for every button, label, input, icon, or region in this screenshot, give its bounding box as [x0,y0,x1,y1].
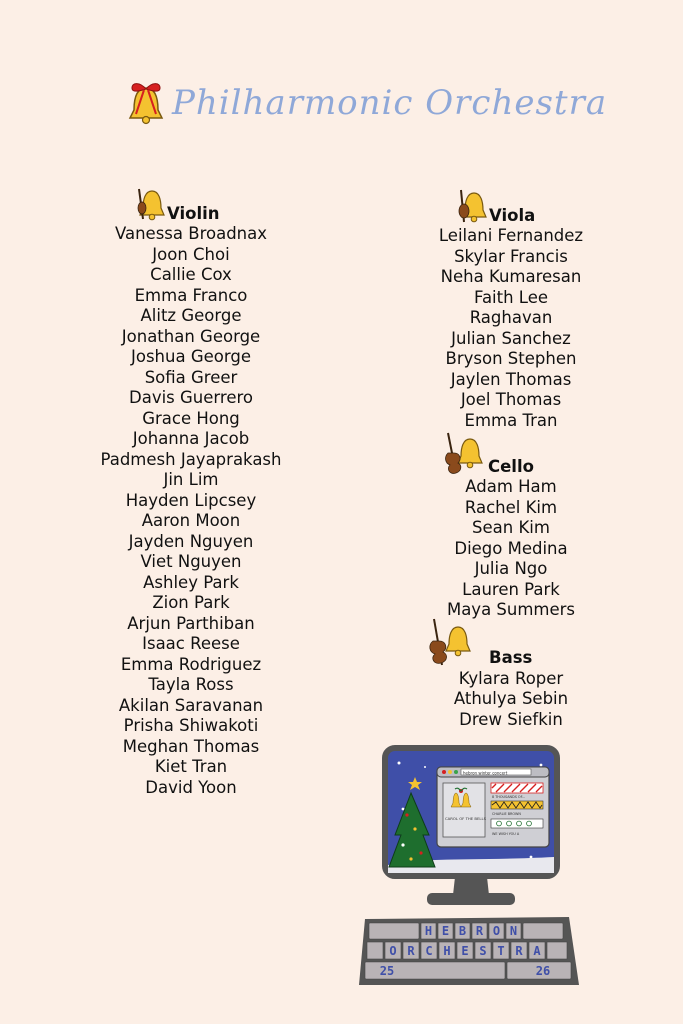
list-item: Alitz George [140,306,242,325]
list-item: Faith Lee [473,287,549,307]
list-item: Joon Choi [152,244,230,264]
bell-with-cello-icon [442,431,484,475]
viola-heading: Viola [489,205,536,225]
list-item: Vanessa Broadnax [114,224,268,243]
list-item: Emma Franco [134,285,248,305]
list-item: Neha Kumaresan [440,267,582,286]
list-item: Diego Medina [454,538,568,558]
list-item: Viet Nguyen [140,552,242,571]
list-item: Meghan Thomas [122,736,260,756]
list-item: Joshua George [131,347,251,366]
card-left-caption: CAROL OF THE BELLS [445,816,487,821]
list-item: Akilan Saravanan [118,695,264,715]
list-item: Sofia Greer [144,367,238,387]
right-column [406,192,616,730]
bass-header [406,627,616,669]
list-item: Davis Guerrero [129,388,253,407]
violin-section [86,192,296,798]
viola-names [406,226,616,431]
key-letter: E [441,924,450,938]
card-right-line-2: CHARLIE BROWN [492,812,521,816]
key-letter: T [497,944,505,958]
key-letter: A [533,944,541,958]
list-item: Adam Ham [465,477,557,496]
list-item: Padmesh Jayaprakash [100,449,282,469]
list-item: Johanna Jacob [132,429,250,448]
list-item: Isaac Reese [142,634,240,653]
list-item: Athulya Sebin [453,689,569,708]
cello-header [406,437,616,477]
key-letter: O [492,924,501,938]
list-item: Bryson Stephen [445,349,577,368]
list-item: Leilani Fernandez [438,226,584,245]
key-letter: C [425,944,433,958]
cello-heading: Cello [488,456,534,476]
bass-names [406,669,616,731]
list-item: David Yoon [145,777,237,797]
list-item: Emma Tran [464,410,558,430]
list-item: Skylar Francis [454,246,568,266]
list-item: Prisha Shiwakoti [123,716,259,735]
key-number-left: 25 [379,964,395,978]
list-item: Rachel Kim [464,497,558,517]
header [126,78,607,128]
page-title: Philharmonic Orchestra [172,83,608,123]
list-item: Sean Kim [472,518,550,537]
bell-with-bow-icon [126,80,166,126]
list-item: Jaylen Thomas [450,369,572,389]
bell-with-viola-icon [454,188,488,224]
list-item: Kylara Roper [458,668,564,688]
window-title: hebron winter concert [463,770,508,776]
card-right-line-3: WE WISH YOU A [492,832,520,836]
list-item: Jayden Nguyen [128,531,254,551]
key-letter: H [443,944,451,958]
list-item: Zion Park [152,593,230,612]
list-item: Tayla Ross [148,675,234,694]
key-number-right: 26 [535,964,551,978]
list-item: Emma Rodriguez [120,654,262,674]
list-item: Julian Sanchez [451,328,571,348]
list-item: Grace Hong [142,408,240,428]
key-letter: H [424,924,433,938]
bell-with-bass-icon [426,617,472,667]
computer-illustration [355,745,585,995]
violin-header [86,192,296,224]
violin-heading: Violin [167,203,220,223]
list-item: Raghavan [469,308,553,327]
list-item: Hayden Lipcsey [125,490,257,510]
viola-header [406,192,616,226]
list-item: Jonathan George [121,326,261,346]
card-right-line-1: 8 THOUSANDS OF... [492,795,526,799]
key-letter: R [407,944,415,958]
key-letter: R [515,944,523,958]
list-item: Drew Siefkin [459,709,563,729]
list-item: Joel Thomas [460,390,562,409]
list-item: Arjun Parthiban [127,613,255,633]
bass-heading: Bass [489,648,533,667]
violin-names [86,224,296,798]
screen-window [437,767,549,847]
list-item: Julia Ngo [474,559,548,578]
list-item: Maya Summers [446,600,576,619]
list-item: Aaron Moon [141,511,241,530]
cello-names [406,477,616,621]
list-item: Jin Lim [163,470,219,489]
key-letter: N [509,924,518,938]
key-letter: S [479,944,487,958]
list-item: Callie Cox [150,265,232,284]
bell-with-violin-icon [134,186,166,222]
list-item: Kiet Tran [154,757,228,776]
list-item: Lauren Park [462,579,560,599]
key-letter: R [475,924,484,938]
key-letter: O [389,944,397,958]
list-item: Ashley Park [143,572,239,592]
key-letter: E [461,944,469,958]
key-letter: B [458,924,467,938]
